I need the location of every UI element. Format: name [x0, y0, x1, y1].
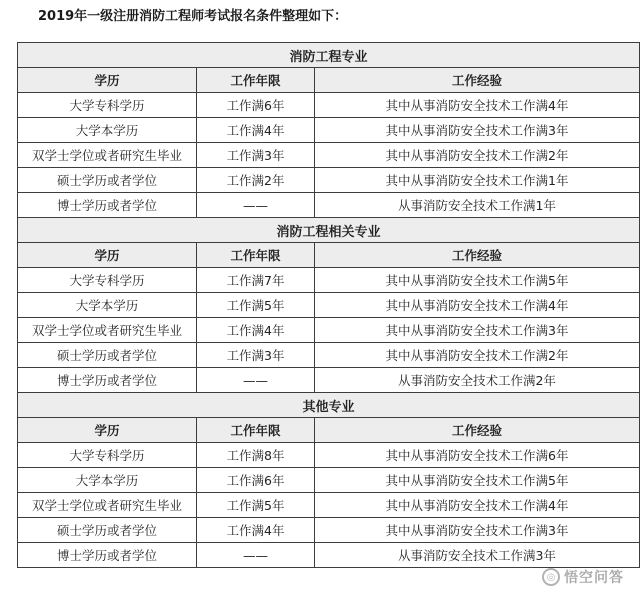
table-row — [18, 443, 640, 468]
experience-cell: 其中从事消防安全技术工作满4年 — [315, 93, 640, 118]
experience-cell: 其中从事消防安全技术工作满5年 — [315, 268, 640, 293]
table-row — [18, 193, 640, 218]
page-title: 2019年一级注册消防工程师考试报名条件整理如下： — [38, 9, 348, 24]
section-title: 消防工程专业 — [18, 43, 640, 68]
table-row — [18, 518, 640, 543]
experience-cell: 其中从事消防安全技术工作满1年 — [315, 168, 640, 193]
watermark-text: 悟空问答 — [564, 570, 624, 586]
education-cell: 双学士学位或者研究生毕业 — [18, 493, 197, 518]
column-header-education: 学历 — [18, 243, 197, 268]
table-row — [18, 493, 640, 518]
column-header-years: 工作年限 — [197, 418, 315, 443]
section-header-row — [18, 43, 640, 68]
education-cell: 博士学历或者学位 — [18, 193, 197, 218]
years-cell: 工作满4年 — [197, 518, 315, 543]
experience-cell: 从事消防安全技术工作满1年 — [315, 193, 640, 218]
table-row — [18, 118, 640, 143]
years-cell: —— — [197, 543, 315, 568]
table-row — [18, 318, 640, 343]
column-header-education: 学历 — [18, 418, 197, 443]
education-cell: 大学本学历 — [18, 293, 197, 318]
requirements-table-body — [18, 43, 640, 568]
education-cell: 硕士学历或者学位 — [18, 518, 197, 543]
education-cell: 大学专科学历 — [18, 93, 197, 118]
section-title: 其他专业 — [18, 393, 640, 418]
experience-cell: 其中从事消防安全技术工作满2年 — [315, 143, 640, 168]
experience-cell: 其中从事消防安全技术工作满3年 — [315, 318, 640, 343]
years-cell: 工作满5年 — [197, 293, 315, 318]
wukong-logo-icon: ◎ — [542, 568, 560, 586]
column-header-experience: 工作经验 — [315, 243, 640, 268]
column-header-experience: 工作经验 — [315, 68, 640, 93]
section-header-row — [18, 218, 640, 243]
column-header-experience: 工作经验 — [315, 418, 640, 443]
column-header-row — [18, 243, 640, 268]
education-cell: 大学专科学历 — [18, 443, 197, 468]
experience-cell: 其中从事消防安全技术工作满4年 — [315, 493, 640, 518]
column-header-row — [18, 418, 640, 443]
education-cell: 博士学历或者学位 — [18, 368, 197, 393]
years-cell: 工作满6年 — [197, 468, 315, 493]
table-row — [18, 168, 640, 193]
education-cell: 大学本学历 — [18, 468, 197, 493]
years-cell: 工作满4年 — [197, 118, 315, 143]
table-row — [18, 468, 640, 493]
section-title: 消防工程相关专业 — [18, 218, 640, 243]
experience-cell: 其中从事消防安全技术工作满2年 — [315, 343, 640, 368]
years-cell: 工作满3年 — [197, 143, 315, 168]
watermark — [542, 567, 624, 587]
experience-cell: 其中从事消防安全技术工作满3年 — [315, 518, 640, 543]
experience-cell: 其中从事消防安全技术工作满4年 — [315, 293, 640, 318]
column-header-education: 学历 — [18, 68, 197, 93]
table-row — [18, 293, 640, 318]
education-cell: 硕士学历或者学位 — [18, 168, 197, 193]
section-header-row — [18, 393, 640, 418]
years-cell: 工作满8年 — [197, 443, 315, 468]
years-cell: 工作满5年 — [197, 493, 315, 518]
column-header-years: 工作年限 — [197, 68, 315, 93]
requirements-table — [17, 42, 640, 568]
column-header-row — [18, 68, 640, 93]
table-row — [18, 268, 640, 293]
years-cell: 工作满2年 — [197, 168, 315, 193]
table-row — [18, 93, 640, 118]
table-row — [18, 543, 640, 568]
years-cell: —— — [197, 193, 315, 218]
experience-cell: 从事消防安全技术工作满2年 — [315, 368, 640, 393]
years-cell: 工作满6年 — [197, 93, 315, 118]
years-cell: 工作满4年 — [197, 318, 315, 343]
education-cell: 大学专科学历 — [18, 268, 197, 293]
column-header-years: 工作年限 — [197, 243, 315, 268]
table-row — [18, 343, 640, 368]
education-cell: 大学本学历 — [18, 118, 197, 143]
experience-cell: 其中从事消防安全技术工作满3年 — [315, 118, 640, 143]
years-cell: 工作满3年 — [197, 343, 315, 368]
years-cell: 工作满7年 — [197, 268, 315, 293]
table-row — [18, 368, 640, 393]
education-cell: 双学士学位或者研究生毕业 — [18, 318, 197, 343]
years-cell: —— — [197, 368, 315, 393]
education-cell: 双学士学位或者研究生毕业 — [18, 143, 197, 168]
experience-cell: 其中从事消防安全技术工作满6年 — [315, 443, 640, 468]
experience-cell: 其中从事消防安全技术工作满5年 — [315, 468, 640, 493]
education-cell: 博士学历或者学位 — [18, 543, 197, 568]
experience-cell: 从事消防安全技术工作满3年 — [315, 543, 640, 568]
table-row — [18, 143, 640, 168]
education-cell: 硕士学历或者学位 — [18, 343, 197, 368]
